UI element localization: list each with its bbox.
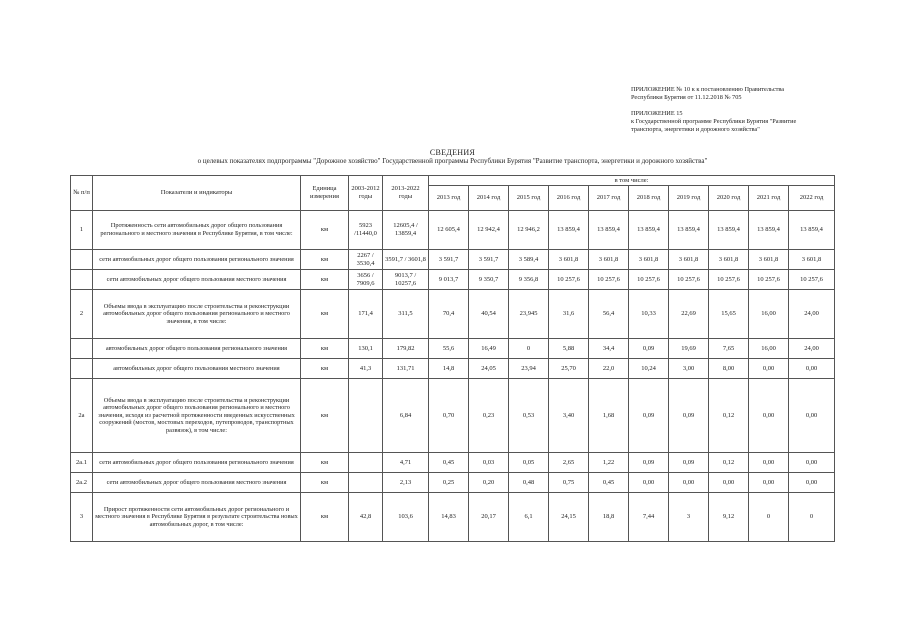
row-2013-2022: 103,6 bbox=[383, 493, 429, 542]
row-unit: км bbox=[301, 290, 349, 339]
row-year-value: 22,69 bbox=[669, 290, 709, 339]
row-indicator: сети автомобильных дорог общего пользования регионального значения bbox=[93, 453, 301, 473]
indicators-table bbox=[70, 175, 835, 542]
annex15-line: к Государственной программе Республики Бурятия "Развитие bbox=[631, 118, 797, 125]
row-unit: км bbox=[301, 453, 349, 473]
row-indicator: сети автомобильных дорог общего пользования местного значения bbox=[93, 473, 301, 493]
row-year-value: 25,70 bbox=[549, 359, 589, 379]
table-row bbox=[71, 250, 835, 270]
row-year-value: 12 605,4 bbox=[429, 211, 469, 250]
row-year-value: 10 257,6 bbox=[549, 270, 589, 290]
row-year-value: 56,4 bbox=[589, 290, 629, 339]
header-indicator: Показатели и индикаторы bbox=[93, 176, 301, 211]
row-2013-2022: 311,5 bbox=[383, 290, 429, 339]
header-year: 2022 год bbox=[789, 186, 835, 211]
row-year-value: 13 859,4 bbox=[669, 211, 709, 250]
header-year: 2018 год bbox=[629, 186, 669, 211]
row-indicator: Объемы ввода в эксплуатацию после строительства и реконструкции автомобильных дорог общего пользования регионального и местного значения, исходя из расчетной протяженности введенных искусственных сооружений (мостов, мостовых переходов, путепроводов, транспортных развязок), в том числе: bbox=[93, 379, 301, 453]
row-year-value: 9,12 bbox=[709, 493, 749, 542]
row-year-value: 0,05 bbox=[509, 453, 549, 473]
row-year-value: 3 601,8 bbox=[589, 250, 629, 270]
row-num: 2а.2 bbox=[71, 473, 93, 493]
row-year-value: 0,03 bbox=[469, 453, 509, 473]
row-year-value: 0,48 bbox=[509, 473, 549, 493]
row-year-value: 0,53 bbox=[509, 379, 549, 453]
annex15-line: ПРИЛОЖЕНИЕ 15 bbox=[631, 110, 683, 117]
row-year-value: 10,24 bbox=[629, 359, 669, 379]
row-year-value: 0,00 bbox=[789, 473, 835, 493]
row-year-value: 7,65 bbox=[709, 339, 749, 359]
row-year-value: 16,49 bbox=[469, 339, 509, 359]
row-num: 1 bbox=[71, 211, 93, 250]
row-2003-2012: 171,4 bbox=[349, 290, 383, 339]
row-year-value: 13 859,4 bbox=[789, 211, 835, 250]
header-year: 2020 год bbox=[709, 186, 749, 211]
table-row bbox=[71, 453, 835, 473]
row-year-value: 10 257,6 bbox=[629, 270, 669, 290]
header-2013-2022: 2013-2022 годы bbox=[383, 176, 429, 211]
row-year-value: 0,12 bbox=[709, 379, 749, 453]
row-year-value: 3 601,8 bbox=[549, 250, 589, 270]
row-year-value: 13 859,4 bbox=[549, 211, 589, 250]
row-year-value: 0,45 bbox=[429, 453, 469, 473]
row-year-value: 0,12 bbox=[709, 453, 749, 473]
row-year-value: 0,00 bbox=[789, 453, 835, 473]
row-2013-2022: 2,13 bbox=[383, 473, 429, 493]
row-year-value: 13 859,4 bbox=[749, 211, 789, 250]
header-group: в том числе: bbox=[429, 176, 835, 186]
row-2013-2022: 9013,7 / 10257,6 bbox=[383, 270, 429, 290]
row-year-value: 24,15 bbox=[549, 493, 589, 542]
row-num bbox=[71, 339, 93, 359]
row-year-value: 0,20 bbox=[469, 473, 509, 493]
table-row bbox=[71, 379, 835, 453]
row-year-value: 10 257,6 bbox=[789, 270, 835, 290]
row-year-value: 16,00 bbox=[749, 290, 789, 339]
header-year: 2017 год bbox=[589, 186, 629, 211]
header-year: 2015 год bbox=[509, 186, 549, 211]
row-year-value: 0,00 bbox=[749, 473, 789, 493]
row-indicator: сети автомобильных дорог общего пользования местного значения bbox=[93, 270, 301, 290]
header-year: 2016 год bbox=[549, 186, 589, 211]
annex-header bbox=[631, 86, 881, 134]
row-2003-2012: 5923 /11440,0 bbox=[349, 211, 383, 250]
row-indicator: Прирост протяженности сети автомобильных дорог регионального и местного значения в Республике Бурятия в результате строительства новых автомобильных дорог, в том числе: bbox=[93, 493, 301, 542]
row-year-value: 9 356,8 bbox=[509, 270, 549, 290]
document-subtitle: о целевых показателях подпрограммы "Дорожное хозяйство" Государственной программы Республики Бурятия "Развитие транспорта, энергетики и дорожного хозяйства" bbox=[197, 157, 708, 165]
header-num: № п/п bbox=[71, 176, 93, 211]
row-year-value: 0 bbox=[509, 339, 549, 359]
row-year-value: 3 601,8 bbox=[709, 250, 749, 270]
row-year-value: 0,75 bbox=[549, 473, 589, 493]
row-year-value: 1,68 bbox=[589, 379, 629, 453]
row-year-value: 24,00 bbox=[789, 339, 835, 359]
table-row bbox=[71, 359, 835, 379]
row-2003-2012: 42,8 bbox=[349, 493, 383, 542]
row-2003-2012: 2267 / 3530,4 bbox=[349, 250, 383, 270]
row-num: 3 bbox=[71, 493, 93, 542]
row-year-value: 6,1 bbox=[509, 493, 549, 542]
row-2003-2012 bbox=[349, 379, 383, 453]
row-2013-2022: 12605,4 / 13859,4 bbox=[383, 211, 429, 250]
row-unit: км bbox=[301, 493, 349, 542]
row-year-value: 19,69 bbox=[669, 339, 709, 359]
row-year-value: 13 859,4 bbox=[709, 211, 749, 250]
row-year-value: 0,09 bbox=[629, 379, 669, 453]
row-year-value: 10,33 bbox=[629, 290, 669, 339]
row-year-value: 55,6 bbox=[429, 339, 469, 359]
row-num bbox=[71, 359, 93, 379]
table-row bbox=[71, 290, 835, 339]
row-year-value: 24,00 bbox=[789, 290, 835, 339]
row-num bbox=[71, 270, 93, 290]
row-year-value: 70,4 bbox=[429, 290, 469, 339]
row-2013-2022: 4,71 bbox=[383, 453, 429, 473]
row-unit: км bbox=[301, 250, 349, 270]
row-indicator: автомобильных дорог общего пользования местного значения bbox=[93, 359, 301, 379]
table-row bbox=[71, 473, 835, 493]
row-year-value: 3 601,8 bbox=[749, 250, 789, 270]
header-unit: Единица измерения bbox=[301, 176, 349, 211]
row-year-value: 0,23 bbox=[469, 379, 509, 453]
row-year-value: 34,4 bbox=[589, 339, 629, 359]
row-year-value: 0,70 bbox=[429, 379, 469, 453]
row-year-value: 0,00 bbox=[629, 473, 669, 493]
row-year-value: 3 589,4 bbox=[509, 250, 549, 270]
row-year-value: 10 257,6 bbox=[669, 270, 709, 290]
row-year-value: 14,83 bbox=[429, 493, 469, 542]
row-2003-2012: 130,1 bbox=[349, 339, 383, 359]
row-year-value: 0,00 bbox=[789, 359, 835, 379]
row-year-value: 15,65 bbox=[709, 290, 749, 339]
row-year-value: 3,00 bbox=[669, 359, 709, 379]
row-indicator: сети автомобильных дорог общего пользования регионального значения bbox=[93, 250, 301, 270]
row-year-value: 23,945 bbox=[509, 290, 549, 339]
row-unit: км bbox=[301, 379, 349, 453]
row-indicator: автомобильных дорог общего пользования регионального значения bbox=[93, 339, 301, 359]
row-year-value: 13 859,4 bbox=[589, 211, 629, 250]
row-indicator: Объемы ввода в эксплуатацию после строительства и реконструкции автомобильных дорог общего пользования регионального и местного значения, в том числе: bbox=[93, 290, 301, 339]
row-year-value: 18,8 bbox=[589, 493, 629, 542]
row-year-value: 3 601,8 bbox=[629, 250, 669, 270]
row-year-value: 14,8 bbox=[429, 359, 469, 379]
header-year: 2013 год bbox=[429, 186, 469, 211]
row-year-value: 40,54 bbox=[469, 290, 509, 339]
row-year-value: 10 257,6 bbox=[749, 270, 789, 290]
annex-line: ПРИЛОЖЕНИЕ № 10 к к постановлению Правительства bbox=[631, 86, 785, 93]
row-year-value: 8,00 bbox=[709, 359, 749, 379]
row-unit: км bbox=[301, 359, 349, 379]
row-year-value: 12 942,4 bbox=[469, 211, 509, 250]
row-2013-2022: 6,84 bbox=[383, 379, 429, 453]
header-year: 2019 год bbox=[669, 186, 709, 211]
row-year-value: 20,17 bbox=[469, 493, 509, 542]
row-year-value: 3 601,8 bbox=[669, 250, 709, 270]
row-year-value: 3 601,8 bbox=[789, 250, 835, 270]
row-2003-2012 bbox=[349, 453, 383, 473]
row-year-value: 0,09 bbox=[629, 453, 669, 473]
row-year-value: 0 bbox=[749, 493, 789, 542]
table-row bbox=[71, 211, 835, 250]
row-year-value: 7,44 bbox=[629, 493, 669, 542]
header-2003-2012: 2003-2012 годы bbox=[349, 176, 383, 211]
table-row bbox=[71, 339, 835, 359]
row-year-value: 0,00 bbox=[749, 379, 789, 453]
row-num: 2 bbox=[71, 290, 93, 339]
row-year-value: 0 bbox=[789, 493, 835, 542]
row-2003-2012: 41,3 bbox=[349, 359, 383, 379]
row-2013-2022: 131,71 bbox=[383, 359, 429, 379]
row-unit: км bbox=[301, 211, 349, 250]
row-unit: км bbox=[301, 473, 349, 493]
row-num bbox=[71, 250, 93, 270]
row-year-value: 0,00 bbox=[749, 359, 789, 379]
row-year-value: 23,94 bbox=[509, 359, 549, 379]
row-year-value: 3,40 bbox=[549, 379, 589, 453]
row-year-value: 13 859,4 bbox=[629, 211, 669, 250]
row-num: 2а.1 bbox=[71, 453, 93, 473]
row-2013-2022: 3591,7 / 3601,8 bbox=[383, 250, 429, 270]
row-year-value: 0,45 bbox=[589, 473, 629, 493]
row-year-value: 3 591,7 bbox=[429, 250, 469, 270]
annex-line: Республики Бурятия от 11.12.2018 № 705 bbox=[631, 94, 742, 101]
header-year: 2021 год bbox=[749, 186, 789, 211]
row-year-value: 2,65 bbox=[549, 453, 589, 473]
row-year-value: 10 257,6 bbox=[709, 270, 749, 290]
annex15-line: транспорта, энергетики и дорожного хозяйства" bbox=[631, 126, 760, 133]
row-year-value: 3 591,7 bbox=[469, 250, 509, 270]
document-title: СВЕДЕНИЯ bbox=[429, 148, 476, 157]
row-year-value: 9 350,7 bbox=[469, 270, 509, 290]
row-year-value: 24,05 bbox=[469, 359, 509, 379]
row-year-value: 0,00 bbox=[709, 473, 749, 493]
row-unit: км bbox=[301, 339, 349, 359]
row-num: 2а bbox=[71, 379, 93, 453]
row-2003-2012: 3656 / 7909,6 bbox=[349, 270, 383, 290]
row-year-value: 9 013,7 bbox=[429, 270, 469, 290]
row-unit: км bbox=[301, 270, 349, 290]
row-year-value: 3 bbox=[669, 493, 709, 542]
row-year-value: 0,25 bbox=[429, 473, 469, 493]
row-year-value: 0,09 bbox=[669, 453, 709, 473]
row-year-value: 10 257,6 bbox=[589, 270, 629, 290]
row-year-value: 0,00 bbox=[789, 379, 835, 453]
row-year-value: 0,00 bbox=[669, 473, 709, 493]
row-year-value: 5,88 bbox=[549, 339, 589, 359]
row-year-value: 22,0 bbox=[589, 359, 629, 379]
row-year-value: 1,22 bbox=[589, 453, 629, 473]
row-year-value: 16,00 bbox=[749, 339, 789, 359]
row-2013-2022: 179,82 bbox=[383, 339, 429, 359]
row-year-value: 0,09 bbox=[629, 339, 669, 359]
row-indicator: Протяженность сети автомобильных дорог общего пользования регионального и местного значения в Республике Бурятия, в том числе: bbox=[93, 211, 301, 250]
table-row bbox=[71, 270, 835, 290]
header-year: 2014 год bbox=[469, 186, 509, 211]
row-year-value: 0,00 bbox=[749, 453, 789, 473]
row-year-value: 31,6 bbox=[549, 290, 589, 339]
row-year-value: 12 946,2 bbox=[509, 211, 549, 250]
row-2003-2012 bbox=[349, 473, 383, 493]
table-row bbox=[71, 493, 835, 542]
row-year-value: 0,09 bbox=[669, 379, 709, 453]
